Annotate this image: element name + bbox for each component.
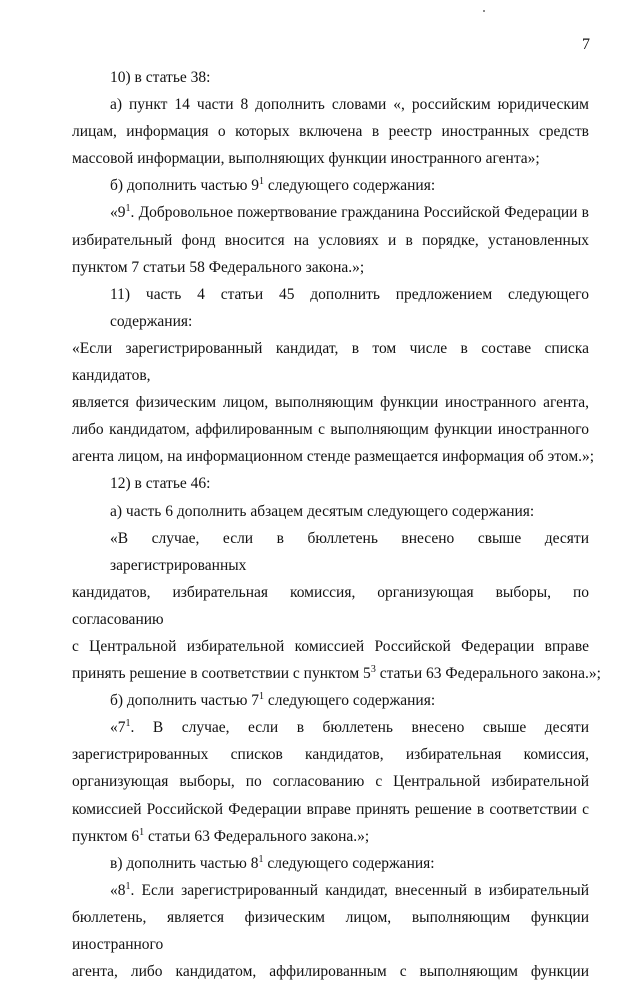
superscript: 1	[139, 826, 145, 838]
superscript: 1	[259, 691, 265, 703]
text-line-part: статьи 63 Федерального закона.»;	[375, 665, 601, 683]
superscript: 1	[125, 718, 131, 730]
text-line-part: . Если зарегистрированный кандидат, внесенный в избирательный	[130, 881, 589, 899]
text-line: кандидатов, избирательная комиссия, организующая выборы, по согласованию	[72, 583, 589, 628]
text-line: 12) в статье 46:	[110, 475, 211, 493]
scan-speck	[483, 10, 485, 12]
page-number: 7	[582, 36, 590, 53]
superscript: 3	[370, 664, 376, 676]
text-line	[72, 199, 589, 226]
text-line: массовой информации, выполняющих функции иностранного агента»;	[72, 150, 540, 168]
text-line: агента лицом, на информационном стенде размещается информация об этом.»;	[72, 448, 595, 466]
text-line	[72, 877, 589, 904]
text-line: организующая выборы, по согласованию с Центральной избирательной	[72, 773, 589, 791]
text-line: 10) в статье 38:	[110, 69, 211, 86]
text-line	[72, 660, 601, 687]
text-line: 11) часть 4 статьи 45 дополнить предложением следующего содержания:	[110, 285, 589, 330]
text-line: избирательный фонд вносится на условиях и в порядке, установленных	[72, 231, 589, 249]
text-line: а) часть 6 дополнить абзацем десятым следующего содержания:	[110, 502, 535, 520]
text-line	[72, 714, 589, 741]
text-line: бюллетень, является физическим лицом, выполняющим функции иностранного	[72, 908, 589, 953]
superscript: 1	[125, 203, 131, 215]
text-line-part: «7	[110, 719, 126, 737]
text-line: агента, либо кандидатом, аффилированным с выполняющим функции	[72, 963, 589, 981]
text-line-part: следующего содержания:	[263, 854, 435, 872]
superscript: 1	[258, 853, 264, 865]
text-line-part: «9	[110, 204, 126, 222]
superscript: 1	[259, 176, 265, 188]
text-line-part: «8	[110, 881, 126, 899]
text-line: пунктом 7 статьи 58 Федерального закона.»;	[72, 258, 365, 276]
text-line-part: принять решение в соответствии с пунктом 5	[72, 665, 371, 683]
text-line-part: в) дополнить частью 8	[110, 854, 259, 872]
text-line: либо кандидатом, аффилированным с выполняющим функции иностранного	[72, 421, 589, 439]
text-line: «Если зарегистрированный кандидат, в том числе в составе списка кандидатов,	[72, 339, 589, 385]
text-line	[72, 687, 589, 714]
text-line-part: следующего содержания:	[264, 692, 436, 710]
text-line	[72, 850, 589, 877]
text-line	[72, 823, 589, 850]
text-line-part: статьи 63 Федерального закона.»;	[144, 827, 370, 845]
text-line-part: б) дополнить частью 7	[110, 692, 260, 710]
text-line-part: б) дополнить частью 9	[110, 177, 260, 195]
text-line-part: . Добровольное пожертвование гражданина Российской Федерации в	[130, 204, 589, 222]
text-line	[72, 172, 589, 199]
text-line: является физическим лицом, выполняющим функции иностранного агента,	[72, 394, 589, 412]
text-line: с Центральной избирательной комиссией Российской Федерации вправе	[72, 637, 589, 655]
superscript: 1	[125, 880, 131, 892]
text-line: «В случае, если в бюллетень внесено свыше десяти зарегистрированных	[110, 529, 589, 574]
text-line: лицам, информация о которых включена в реестр иностранных средств	[72, 123, 589, 141]
text-line-part: . В случае, если в бюллетень внесено свыше десяти	[130, 719, 589, 737]
text-line-part: следующего содержания:	[264, 177, 436, 195]
text-line: а) пункт 14 части 8 дополнить словами «, российским юридическим	[110, 96, 589, 114]
text-line: комиссией Российской Федерации вправе принять решение в соответствии с	[72, 800, 589, 818]
text-line: зарегистрированных списков кандидатов, избирательная комиссия,	[72, 746, 589, 764]
document-body	[72, 64, 601, 985]
text-line-part: пунктом 6	[72, 827, 140, 845]
